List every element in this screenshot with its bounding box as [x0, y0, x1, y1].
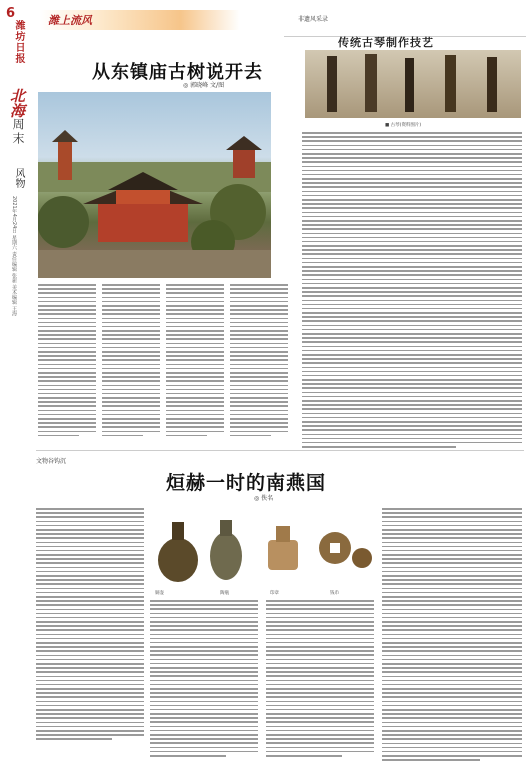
- main-text-col-4: [230, 284, 288, 439]
- temple-photo: [38, 92, 271, 278]
- caption-seal: 印章: [270, 591, 279, 596]
- caption-vase: 陶瓶: [220, 591, 229, 596]
- banner-label: 潍上流风: [48, 14, 92, 27]
- section-title: 北海: [8, 88, 26, 118]
- right-photo-caption: ■ 古琴(资料图片): [385, 123, 422, 128]
- right-tag: 非遗风采录: [298, 16, 329, 23]
- paper-name: 潍坊日报: [13, 20, 24, 64]
- bottom-text-col-1: [36, 508, 144, 743]
- right-text: [302, 132, 522, 450]
- page-number: 6: [6, 6, 16, 21]
- bottom-title: 烜赫一时的南燕国: [166, 472, 327, 494]
- column-label: 风物: [13, 168, 24, 188]
- right-title: 传统古琴制作技艺: [338, 36, 434, 49]
- bottom-byline: ◎ 佚名: [254, 495, 274, 502]
- main-text-col-2: [102, 284, 160, 439]
- edition-label: 周末: [11, 118, 25, 146]
- main-title: 从东镇庙古树说开去: [92, 62, 263, 83]
- caption-coin: 钱币: [330, 591, 339, 596]
- main-text-col-1: [38, 284, 96, 439]
- bottom-tag: 文物谷钩沉: [36, 458, 67, 465]
- issue-meta: 2021年4月24日 星期六 责任编辑 张新 美术编辑 王海: [11, 196, 17, 317]
- bottom-text-col-3: [266, 600, 374, 759]
- guqin-photo: [305, 50, 521, 118]
- artifacts-photo: [150, 508, 374, 588]
- caption-pot: 铜壶: [155, 591, 164, 596]
- main-byline: ◎ 郭晓峰 文/图: [183, 82, 225, 89]
- bottom-text-col-2: [150, 600, 258, 759]
- bottom-text-col-4: [382, 508, 522, 763]
- main-text-col-3: [166, 284, 224, 439]
- section-divider: [36, 450, 524, 451]
